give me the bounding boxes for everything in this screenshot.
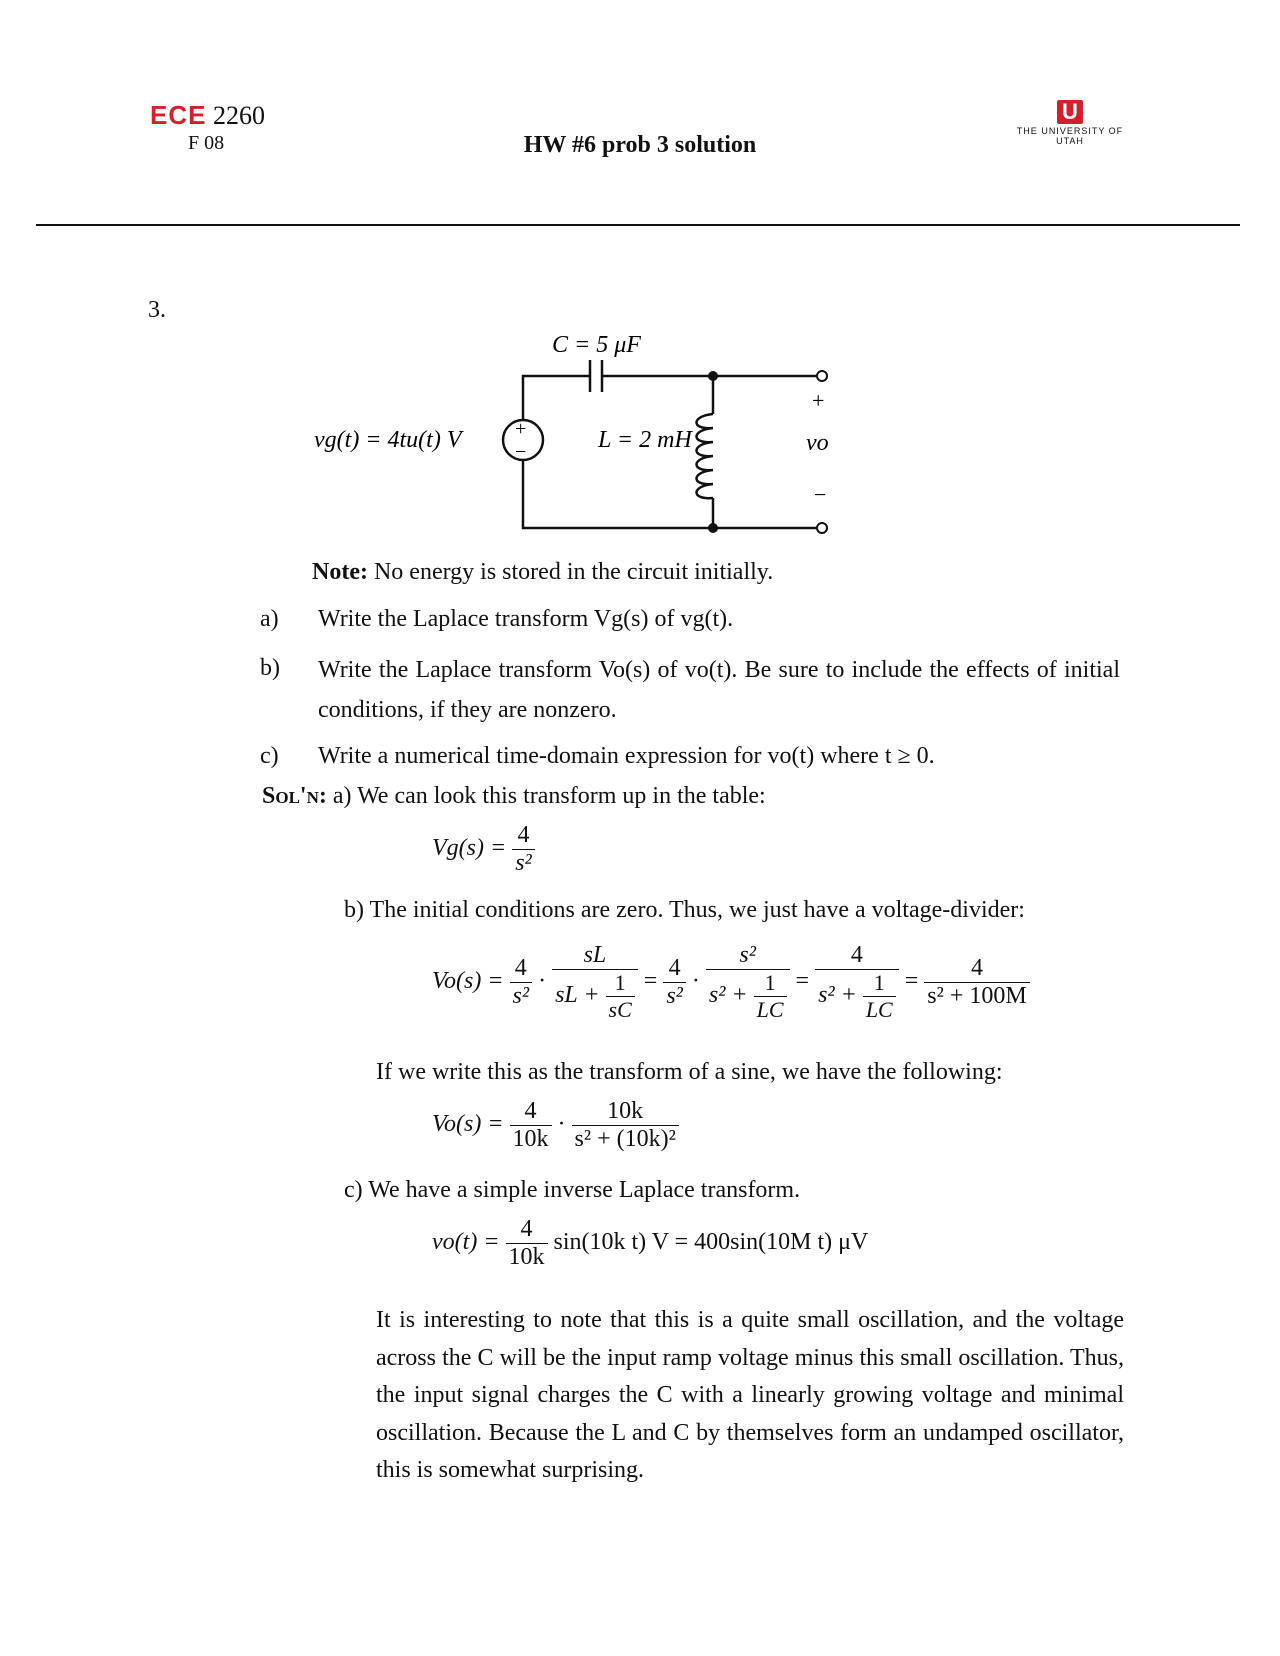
part-a-label: a) bbox=[260, 606, 279, 632]
equation-a bbox=[432, 822, 535, 877]
eq-b-equals2: = bbox=[795, 968, 810, 995]
eq-b-f5-den bbox=[815, 970, 899, 1023]
eq-a-fraction bbox=[512, 822, 535, 877]
eq-b-f2-inner-num: 1 bbox=[606, 970, 635, 997]
eq-b-frac3 bbox=[663, 955, 686, 1010]
equation-b bbox=[432, 942, 1030, 1023]
eq-b-f2-den bbox=[552, 970, 638, 1023]
header-rule bbox=[36, 224, 1240, 226]
eq-b-frac5 bbox=[815, 942, 899, 1023]
source-label: vg(t) = 4tu(t) V bbox=[314, 427, 462, 453]
eq-b-dot2: · bbox=[691, 968, 700, 995]
course-number: 2260 bbox=[212, 101, 265, 130]
solution-label: Sol'n: bbox=[262, 783, 327, 809]
course-code bbox=[150, 100, 265, 131]
eq-b-f4-den-a: s² + bbox=[708, 982, 748, 1009]
sine-text: If we write this as the transform of a sine, we have the following: bbox=[376, 1059, 1003, 1085]
solution-c-text: c) We have a simple inverse Laplace transform. bbox=[344, 1177, 801, 1203]
eq-b-lhs: Vo(s) = bbox=[432, 968, 504, 995]
eq-b-frac1 bbox=[510, 955, 533, 1010]
solution-a-line bbox=[262, 778, 766, 814]
solution-a-text: a) We can look this transform up in the table: bbox=[332, 783, 766, 809]
term: F 08 bbox=[188, 132, 225, 154]
eq-b-dot1: · bbox=[538, 968, 547, 995]
note-text: No energy is stored in the circuit initially. bbox=[373, 559, 774, 585]
eq-b-f2-num: sL bbox=[552, 942, 638, 970]
equation-c bbox=[432, 1216, 868, 1271]
eq-b-f1-num: 4 bbox=[510, 955, 533, 983]
equation-sine bbox=[432, 1098, 679, 1153]
eq-sine-lhs: Vo(s) = bbox=[432, 1111, 504, 1138]
eq-b-f4-inner bbox=[754, 970, 787, 1023]
part-b-text: Write the Laplace transform Vo(s) of vo(t). Be sure to include the effects of initial conditions, if they are nonzero. bbox=[318, 657, 1120, 723]
eq-c-lhs: vo(t) = bbox=[432, 1229, 500, 1256]
eq-b-equals1: = bbox=[643, 968, 658, 995]
eq-sine-f1-den: 10k bbox=[512, 1126, 549, 1152]
eq-b-f2-den-a: sL + bbox=[555, 982, 600, 1009]
eq-b-f2-inner bbox=[606, 970, 635, 1023]
eq-b-f1-den: s² bbox=[512, 983, 530, 1009]
eq-b-frac2 bbox=[552, 942, 638, 1023]
terminal-bottom bbox=[817, 523, 827, 533]
output-label: vo bbox=[806, 430, 829, 456]
eq-b-frac6 bbox=[924, 955, 1029, 1010]
output-minus: − bbox=[814, 482, 827, 507]
eq-c-den: 10k bbox=[508, 1244, 545, 1270]
eq-sine-f1-num: 4 bbox=[510, 1098, 552, 1126]
eq-b-f6-num: 4 bbox=[924, 955, 1029, 983]
part-b-label: b) bbox=[260, 655, 280, 681]
output-plus: + bbox=[812, 388, 825, 413]
node-bottom bbox=[708, 523, 718, 533]
course-prefix: ECE bbox=[150, 100, 207, 130]
problem-number: 3. bbox=[148, 297, 166, 323]
terminal-top bbox=[817, 371, 827, 381]
eq-b-f5-den-a: s² + bbox=[818, 982, 857, 1009]
eq-sine-frac2 bbox=[572, 1098, 679, 1153]
source-plus: + bbox=[515, 418, 527, 440]
logo-text: THE UNIVERSITY OF UTAH bbox=[1016, 126, 1124, 146]
eq-c-rhs: sin(10k t) V = 400sin(10M t) μV bbox=[553, 1229, 869, 1256]
eq-b-f2-inner-den: sC bbox=[608, 997, 632, 1022]
part-c-text: Write a numerical time-domain expression for vo(t) where t ≥ 0. bbox=[318, 743, 935, 769]
eq-b-f5-inner-den: LC bbox=[865, 997, 893, 1022]
eq-b-f4-inner-den: LC bbox=[756, 997, 784, 1022]
eq-a-lhs: Vg(s) = bbox=[432, 835, 507, 862]
eq-sine-dot: · bbox=[557, 1111, 566, 1138]
solution-b-text: b) The initial conditions are zero. Thus, we just have a voltage-divider: bbox=[344, 897, 1025, 923]
eq-b-f5-inner-num: 1 bbox=[863, 970, 896, 997]
logo-mark: U bbox=[1057, 100, 1083, 124]
eq-b-f6-den: s² + 100M bbox=[927, 983, 1027, 1009]
eq-b-f4-num: s² bbox=[706, 942, 790, 970]
university-logo bbox=[1010, 100, 1130, 150]
capacitor-label: C = 5 μF bbox=[552, 332, 641, 358]
node-top bbox=[708, 371, 718, 381]
eq-b-f4-inner-num: 1 bbox=[754, 970, 787, 997]
eq-c-frac bbox=[506, 1216, 548, 1271]
eq-b-equals3: = bbox=[904, 968, 919, 995]
note bbox=[312, 554, 773, 590]
eq-b-f3-num: 4 bbox=[663, 955, 686, 983]
note-label: Note: bbox=[312, 559, 368, 585]
page-title: HW #6 prob 3 solution bbox=[523, 132, 757, 158]
eq-c-num: 4 bbox=[506, 1216, 548, 1244]
eq-b-f4-den bbox=[706, 970, 790, 1023]
eq-sine-frac1 bbox=[510, 1098, 552, 1153]
circuit-diagram bbox=[300, 320, 860, 540]
eq-b-f5-num: 4 bbox=[815, 942, 899, 970]
eq-b-f5-inner bbox=[863, 970, 896, 1023]
closing-paragraph: It is interesting to note that this is a quite small oscillation, and the voltage across the C will be the input ramp voltage minus this small oscillation. Thus, the input signal charges the C with a linearly growing voltage and minimal oscillation. Because the L and C by themselves form an undamped oscillator, this is somewhat surprising. bbox=[376, 1307, 1124, 1483]
eq-sine-f2-den: s² + (10k)² bbox=[574, 1126, 676, 1152]
inductor-label: L = 2 mH bbox=[598, 427, 692, 453]
eq-b-f3-den: s² bbox=[666, 983, 683, 1009]
eq-b-frac4 bbox=[706, 942, 790, 1023]
eq-sine-f2-num: 10k bbox=[572, 1098, 679, 1126]
part-a-text: Write the Laplace transform Vg(s) of vg(t). bbox=[318, 606, 734, 632]
eq-a-num: 4 bbox=[512, 822, 535, 850]
source-minus: − bbox=[515, 441, 527, 463]
part-c-label: c) bbox=[260, 743, 279, 769]
eq-a-den: s² bbox=[515, 850, 532, 876]
